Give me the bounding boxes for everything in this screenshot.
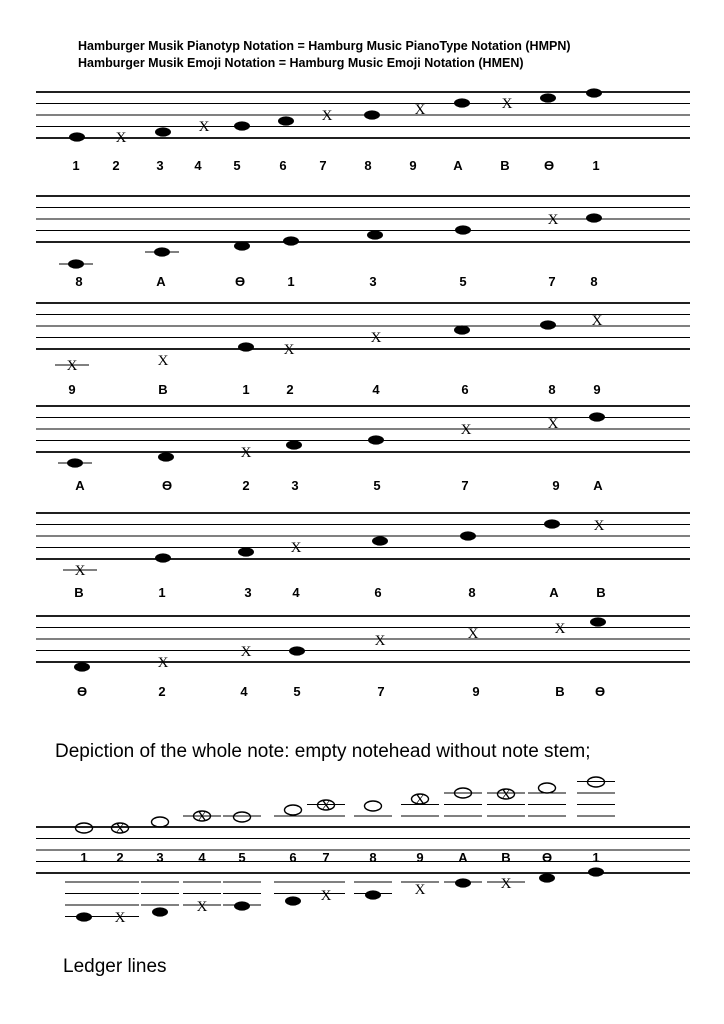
note-label: 5	[373, 478, 381, 493]
filled-notehead	[238, 342, 254, 351]
filled-notehead	[285, 896, 301, 905]
note-label: B	[158, 382, 168, 397]
cross-notehead: X	[290, 540, 302, 556]
cross-notehead: X	[66, 358, 78, 374]
cross-notehead: X	[500, 787, 512, 803]
filled-notehead	[289, 646, 305, 655]
note-label: 1	[80, 850, 88, 865]
cross-notehead: X	[500, 876, 512, 892]
note-label: 6	[461, 382, 469, 397]
note-label: 4	[292, 585, 300, 600]
whole-notehead	[365, 801, 382, 811]
cross-notehead: X	[414, 102, 426, 118]
note-label: 3	[291, 478, 299, 493]
note-label: 3	[156, 850, 164, 865]
filled-notehead	[238, 547, 254, 556]
filled-notehead	[152, 907, 168, 916]
filled-notehead	[588, 867, 604, 876]
filled-notehead	[460, 531, 476, 540]
note-label: 1	[592, 158, 600, 173]
note-label: Ɵ	[543, 158, 555, 173]
note-label: 2	[116, 850, 124, 865]
note-label: Ɵ	[594, 684, 606, 699]
filled-notehead	[539, 873, 555, 882]
cross-notehead: X	[157, 655, 169, 671]
cross-notehead: X	[467, 626, 479, 642]
note-label: Ɵ	[234, 274, 246, 289]
note-label: 9	[416, 850, 424, 865]
cross-notehead: X	[114, 821, 126, 837]
note-label: 1	[158, 585, 166, 600]
note-label: 8	[369, 850, 377, 865]
note-label: B	[596, 585, 606, 600]
note-label: 7	[377, 684, 385, 699]
cross-notehead: X	[321, 108, 333, 124]
cross-notehead: X	[283, 342, 295, 358]
filled-notehead	[586, 88, 602, 97]
note-label: 6	[279, 158, 287, 173]
filled-notehead	[67, 458, 83, 467]
cross-notehead: X	[196, 899, 208, 915]
cross-notehead: X	[198, 119, 210, 135]
note-label: 9	[472, 684, 480, 699]
filled-notehead	[590, 617, 606, 626]
cross-notehead: X	[591, 313, 603, 329]
cross-notehead: X	[196, 809, 208, 825]
filled-notehead	[76, 912, 92, 921]
cross-notehead: X	[240, 644, 252, 660]
note-label: 7	[322, 850, 330, 865]
note-label: A	[549, 585, 559, 600]
title-line-2: Hamburger Musik Emoji Notation = Hamburg Music Emoji Notation (HMEN)	[78, 56, 524, 70]
note-label: 1	[72, 158, 80, 173]
filled-notehead	[454, 98, 470, 107]
filled-notehead	[364, 110, 380, 119]
note-label: 2	[112, 158, 120, 173]
cross-notehead: X	[414, 882, 426, 898]
filled-notehead	[372, 536, 388, 545]
note-label: 5	[233, 158, 241, 173]
whole-notehead	[76, 823, 93, 833]
filled-notehead	[454, 325, 470, 334]
note-label: 6	[374, 585, 382, 600]
filled-notehead	[589, 412, 605, 421]
whole-notehead	[152, 817, 169, 827]
note-label: Ɵ	[76, 684, 88, 699]
cross-notehead: X	[554, 621, 566, 637]
note-label: 7	[461, 478, 469, 493]
note-label: 2	[242, 478, 250, 493]
cross-notehead: X	[370, 330, 382, 346]
cross-notehead: X	[320, 888, 332, 904]
note-label: 2	[158, 684, 166, 699]
filled-notehead	[158, 452, 174, 461]
note-label: 8	[590, 274, 598, 289]
note-label: A	[453, 158, 463, 173]
note-label: 2	[286, 382, 294, 397]
filled-notehead	[155, 553, 171, 562]
filled-notehead	[540, 320, 556, 329]
filled-notehead	[234, 121, 250, 130]
note-label: 1	[242, 382, 250, 397]
note-label: 4	[372, 382, 380, 397]
note-label: A	[156, 274, 166, 289]
filled-notehead	[283, 236, 299, 245]
note-label: 3	[244, 585, 252, 600]
cross-notehead: X	[240, 445, 252, 461]
filled-notehead	[278, 116, 294, 125]
note-label: Ɵ	[161, 478, 173, 493]
filled-notehead	[286, 440, 302, 449]
note-label: 5	[238, 850, 246, 865]
note-label: 9	[68, 382, 76, 397]
filled-notehead	[74, 662, 90, 671]
filled-notehead	[455, 878, 471, 887]
cross-notehead: X	[320, 798, 332, 814]
filled-notehead	[155, 127, 171, 136]
note-label: B	[500, 158, 510, 173]
title-line-1: Hamburger Musik Pianotyp Notation = Hamburg Music PianoType Notation (HMPN)	[78, 39, 571, 53]
note-label: 9	[552, 478, 560, 493]
whole-note-caption: Depiction of the whole note: empty notehead without note stem;	[55, 741, 591, 762]
cross-notehead: X	[114, 910, 126, 926]
ledger-lines-caption: Ledger lines	[63, 956, 167, 977]
cross-notehead: X	[547, 212, 559, 228]
whole-notehead	[285, 805, 302, 815]
note-label: 8	[75, 274, 83, 289]
filled-notehead	[234, 241, 250, 250]
cross-notehead: X	[414, 792, 426, 808]
filled-notehead	[540, 93, 556, 102]
filled-notehead	[69, 132, 85, 141]
filled-notehead	[234, 901, 250, 910]
note-label: A	[75, 478, 85, 493]
cross-notehead: X	[501, 96, 513, 112]
note-label: 8	[468, 585, 476, 600]
note-label: 1	[287, 274, 295, 289]
note-label: 6	[289, 850, 297, 865]
filled-notehead	[154, 247, 170, 256]
note-label: 3	[369, 274, 377, 289]
note-label: 1	[592, 850, 600, 865]
note-label: A	[458, 850, 468, 865]
cross-notehead: X	[74, 563, 86, 579]
cross-notehead: X	[157, 353, 169, 369]
filled-notehead	[68, 259, 84, 268]
note-label: 5	[293, 684, 301, 699]
filled-notehead	[365, 890, 381, 899]
filled-notehead	[544, 519, 560, 528]
filled-notehead	[455, 225, 471, 234]
note-label: B	[74, 585, 84, 600]
cross-notehead: X	[115, 130, 127, 146]
filled-notehead	[367, 230, 383, 239]
note-label: 8	[364, 158, 372, 173]
note-label: 4	[198, 850, 206, 865]
note-label: 4	[240, 684, 248, 699]
note-label: 9	[409, 158, 417, 173]
note-label: A	[593, 478, 603, 493]
note-label: 3	[156, 158, 164, 173]
cross-notehead: X	[374, 633, 386, 649]
note-label: 5	[459, 274, 467, 289]
whole-notehead	[539, 783, 556, 793]
note-label: B	[555, 684, 565, 699]
note-label: B	[501, 850, 511, 865]
note-label: 8	[548, 382, 556, 397]
note-label: 7	[548, 274, 556, 289]
note-label: 9	[593, 382, 601, 397]
cross-notehead: X	[460, 422, 472, 438]
whole-notehead	[234, 812, 251, 822]
filled-notehead	[368, 435, 384, 444]
cross-notehead: X	[547, 416, 559, 432]
cross-notehead: X	[593, 518, 605, 534]
note-label: 7	[319, 158, 327, 173]
note-label: 4	[194, 158, 202, 173]
filled-notehead	[586, 213, 602, 222]
note-label: Ɵ	[541, 850, 553, 865]
